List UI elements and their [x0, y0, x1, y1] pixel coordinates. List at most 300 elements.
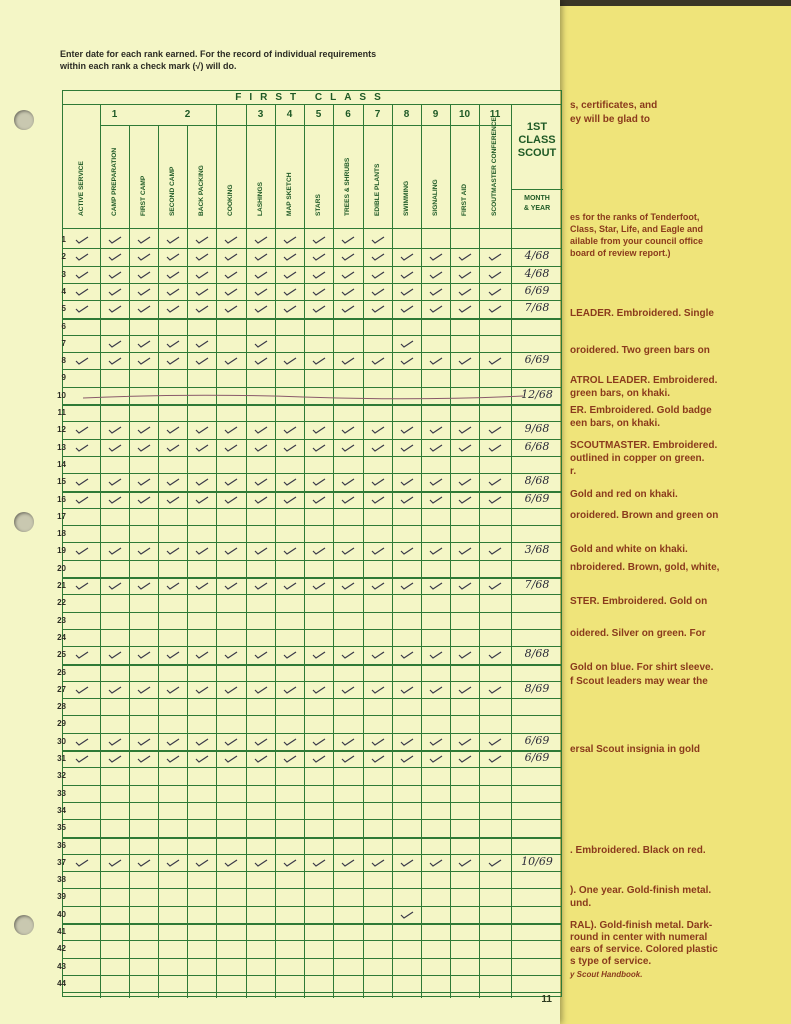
- check-mark: [400, 685, 414, 695]
- row-line: [63, 785, 561, 786]
- row-line: [63, 542, 561, 543]
- check-mark: [458, 546, 472, 556]
- check-mark: [312, 235, 326, 245]
- check-mark: [224, 270, 238, 280]
- binder-hole: [14, 512, 34, 532]
- underlying-text-line: und.: [570, 898, 592, 909]
- check-mark: [108, 685, 122, 695]
- check-mark: [458, 650, 472, 660]
- row-line: [63, 906, 561, 907]
- check-mark: [195, 339, 209, 349]
- underlying-text-line: green bars, on khaki.: [570, 388, 671, 399]
- row-line: [63, 248, 561, 249]
- check-mark: [371, 581, 385, 591]
- row-number: 27: [57, 684, 66, 694]
- check-mark: [429, 685, 443, 695]
- binder-hole: [14, 110, 34, 130]
- check-mark: [458, 356, 472, 366]
- check-mark: [488, 858, 502, 868]
- row-line: [63, 352, 561, 353]
- check-mark: [341, 495, 355, 505]
- underlying-text-line: . Embroidered. Black on red.: [570, 845, 706, 856]
- check-mark: [108, 581, 122, 591]
- check-mark: [341, 737, 355, 747]
- row-number: 31: [57, 754, 66, 763]
- underlying-text-line: Gold on blue. For shirt sleeve.: [570, 662, 714, 673]
- check-mark: [429, 737, 443, 747]
- check-mark: [312, 495, 326, 505]
- row-line: [63, 871, 561, 872]
- check-mark: [224, 304, 238, 314]
- check-mark: [224, 235, 238, 245]
- underlying-text-line: es for the ranks of Tenderfoot,: [570, 212, 700, 222]
- check-mark: [75, 252, 89, 262]
- check-mark: [400, 477, 414, 487]
- check-mark: [108, 737, 122, 747]
- column-line: [421, 104, 422, 998]
- row-number: 36: [57, 840, 66, 850]
- check-mark: [429, 425, 443, 435]
- check-mark: [400, 737, 414, 747]
- column-line: [363, 104, 364, 998]
- page-number: 11: [541, 994, 552, 1005]
- row-number: 15: [57, 477, 66, 487]
- row-line: [63, 958, 561, 959]
- instructions: Enter date for each rank earned. For the record of individual requirements within each rank a check mark (√) will do.: [60, 49, 377, 71]
- check-mark: [400, 304, 414, 314]
- check-mark: [254, 546, 268, 556]
- check-mark: [371, 650, 385, 660]
- check-mark: [224, 650, 238, 660]
- check-mark: [254, 495, 268, 505]
- rank-date: 8/68: [524, 474, 550, 488]
- row-number: 25: [57, 650, 66, 660]
- rank-date: 6/69: [524, 733, 550, 747]
- check-mark: [400, 443, 414, 453]
- underlying-text-line: Gold and red on khaki.: [570, 489, 678, 500]
- requirement-label: SIGNALING: [431, 179, 439, 216]
- group-number: 1: [111, 109, 118, 120]
- check-mark: [75, 737, 89, 747]
- check-mark: [108, 477, 122, 487]
- check-mark: [224, 685, 238, 695]
- column-line: [392, 104, 393, 998]
- check-mark: [400, 910, 414, 920]
- check-mark: [254, 650, 268, 660]
- check-mark: [312, 252, 326, 262]
- group-number: 6: [345, 109, 351, 120]
- row-line: [63, 560, 561, 561]
- check-mark: [75, 495, 89, 505]
- check-mark: [371, 356, 385, 366]
- row-line: [63, 283, 561, 284]
- requirement-label: TREES & SHRUBS: [344, 157, 351, 216]
- underlying-text-line: oidered. Silver on green. For: [570, 628, 706, 639]
- check-mark: [166, 495, 180, 505]
- check-mark: [283, 650, 297, 660]
- row-line: [63, 594, 561, 595]
- binder-hole: [14, 915, 34, 935]
- column-line: [304, 104, 305, 998]
- check-mark: [312, 858, 326, 868]
- column-line: [158, 125, 159, 998]
- check-mark: [224, 546, 238, 556]
- check-mark: [108, 425, 122, 435]
- check-mark: [429, 356, 443, 366]
- row-line: [63, 612, 561, 613]
- check-mark: [75, 477, 89, 487]
- check-mark: [458, 737, 472, 747]
- row-line: [63, 733, 561, 734]
- check-mark: [75, 287, 89, 297]
- check-mark: [312, 287, 326, 297]
- row-line: [63, 750, 561, 752]
- check-mark: [75, 304, 89, 314]
- row-line: [63, 318, 561, 320]
- check-mark: [254, 425, 268, 435]
- check-mark: [283, 356, 297, 366]
- row-number: 1: [61, 235, 66, 244]
- check-mark: [166, 252, 180, 262]
- underlying-text-line: s, certificates, and: [570, 100, 658, 111]
- first-class-table: [62, 90, 562, 997]
- rank-date: 7/68: [524, 578, 550, 591]
- column-line: [216, 104, 217, 998]
- check-mark: [312, 650, 326, 660]
- check-mark: [75, 650, 89, 660]
- check-mark: [254, 252, 268, 262]
- check-mark: [429, 287, 443, 297]
- check-mark: [166, 443, 180, 453]
- month-year-label: [511, 194, 563, 214]
- check-mark: [224, 356, 238, 366]
- check-mark: [166, 754, 180, 764]
- check-mark: [312, 754, 326, 764]
- rank-date: 6/69: [524, 751, 550, 764]
- check-mark: [341, 581, 355, 591]
- row-number: 44: [57, 978, 66, 988]
- check-mark: [195, 546, 209, 556]
- row-line: [63, 491, 561, 493]
- column-line: [275, 104, 276, 998]
- row-number: 39: [57, 892, 66, 902]
- underlying-text-line: oroidered. Two green bars on: [570, 345, 710, 356]
- strike-line: [83, 392, 523, 402]
- requirement-label: ACTIVE SERVICE: [77, 161, 85, 216]
- rank-date: 4/68: [524, 249, 550, 263]
- check-mark: [488, 443, 502, 453]
- row-number: 12: [57, 425, 66, 435]
- check-mark: [224, 443, 238, 453]
- underlying-text-line: ). One year. Gold-finish metal.: [570, 885, 712, 896]
- check-mark: [400, 252, 414, 262]
- check-mark: [254, 339, 268, 349]
- row-number: 37: [57, 857, 66, 867]
- check-mark: [166, 270, 180, 280]
- underlying-text-line: board of review report.): [570, 248, 671, 258]
- check-mark: [488, 356, 502, 366]
- check-mark: [254, 754, 268, 764]
- check-mark: [254, 287, 268, 297]
- check-mark: [458, 685, 472, 695]
- check-mark: [341, 235, 355, 245]
- row-line: [63, 923, 561, 925]
- check-mark: [254, 477, 268, 487]
- row-line: [63, 715, 561, 716]
- check-mark: [254, 304, 268, 314]
- check-mark: [458, 270, 472, 280]
- check-mark: [254, 443, 268, 453]
- check-mark: [283, 443, 297, 453]
- check-mark: [254, 581, 268, 591]
- row-line: [63, 992, 561, 993]
- check-mark: [75, 685, 89, 695]
- check-mark: [371, 754, 385, 764]
- check-mark: [400, 858, 414, 868]
- check-mark: [75, 581, 89, 591]
- check-mark: [400, 650, 414, 660]
- check-mark: [458, 287, 472, 297]
- check-mark: [312, 270, 326, 280]
- row-line: [63, 629, 561, 630]
- row-line: [63, 577, 561, 579]
- check-mark: [195, 356, 209, 366]
- row-number: 5: [61, 304, 66, 314]
- check-mark: [488, 685, 502, 695]
- check-mark: [108, 356, 122, 366]
- check-mark: [488, 477, 502, 487]
- underlying-text-line: ey will be glad to: [570, 114, 651, 125]
- check-mark: [400, 581, 414, 591]
- check-mark: [429, 252, 443, 262]
- check-mark: [75, 425, 89, 435]
- group-number: 3: [257, 109, 264, 120]
- check-mark: [429, 650, 443, 660]
- underlying-text-line: y Scout Handbook.: [570, 970, 643, 979]
- row-number: 19: [57, 546, 66, 556]
- check-mark: [75, 270, 89, 280]
- row-line: [63, 698, 561, 699]
- rank-date: 6/68: [524, 439, 550, 453]
- row-line: [63, 888, 561, 889]
- check-mark: [137, 425, 151, 435]
- check-mark: [166, 339, 180, 349]
- check-mark: [312, 356, 326, 366]
- check-mark: [166, 737, 180, 747]
- check-mark: [488, 304, 502, 314]
- requirement-label: COOKING: [227, 184, 234, 216]
- check-mark: [283, 495, 297, 505]
- check-mark: [75, 546, 89, 556]
- check-mark: [400, 356, 414, 366]
- check-mark: [488, 581, 502, 591]
- check-mark: [283, 235, 297, 245]
- check-mark: [400, 754, 414, 764]
- check-mark: [458, 495, 472, 505]
- check-mark: [254, 737, 268, 747]
- check-mark: [429, 477, 443, 487]
- check-mark: [254, 356, 268, 366]
- check-mark: [224, 495, 238, 505]
- check-mark: [166, 858, 180, 868]
- check-mark: [458, 252, 472, 262]
- check-mark: [488, 252, 502, 262]
- group-number: 4: [286, 109, 293, 120]
- row-number: 43: [57, 961, 66, 971]
- check-mark: [341, 287, 355, 297]
- check-mark: [371, 235, 385, 245]
- check-mark: [312, 685, 326, 695]
- group-number: 2: [184, 109, 191, 120]
- check-mark: [312, 304, 326, 314]
- underlying-text-line: oroidered. Brown and green on: [570, 510, 719, 521]
- rank-date: 6/69: [524, 283, 550, 297]
- rank-date: 6/69: [524, 353, 550, 367]
- check-mark: [312, 546, 326, 556]
- check-mark: [108, 339, 122, 349]
- check-mark: [195, 235, 209, 245]
- check-mark: [166, 581, 180, 591]
- month-label: MONTH: [524, 195, 550, 202]
- underlying-text-line: STER. Embroidered. Gold on: [570, 596, 708, 607]
- check-mark: [371, 546, 385, 556]
- row-line: [63, 940, 561, 941]
- row-line: [63, 473, 561, 474]
- underlying-text-line: LEADER. Embroidered. Single: [570, 308, 714, 319]
- column-line: [333, 104, 334, 998]
- check-mark: [137, 650, 151, 660]
- check-mark: [371, 858, 385, 868]
- column-line: [450, 104, 451, 998]
- check-mark: [137, 754, 151, 764]
- column-line: [129, 125, 130, 998]
- column-line: [479, 104, 480, 998]
- check-mark: [458, 304, 472, 314]
- check-mark: [400, 425, 414, 435]
- check-mark: [137, 737, 151, 747]
- check-mark: [371, 685, 385, 695]
- rank-title-line1: 1ST CLASS: [518, 121, 556, 146]
- check-mark: [195, 685, 209, 695]
- group-number: 5: [315, 109, 322, 120]
- check-mark: [108, 252, 122, 262]
- row-line: [63, 439, 561, 440]
- row-number: 26: [57, 667, 66, 677]
- check-mark: [283, 581, 297, 591]
- check-mark: [166, 235, 180, 245]
- row-number: 33: [57, 788, 66, 798]
- rank-date: 4/68: [524, 266, 550, 280]
- column-line: [187, 125, 188, 998]
- underlying-text-line: Gold and white on khaki.: [570, 544, 688, 555]
- underlying-text-line: ailable from your council office: [570, 236, 704, 246]
- check-mark: [458, 443, 472, 453]
- check-mark: [488, 737, 502, 747]
- check-mark: [195, 443, 209, 453]
- check-mark: [137, 356, 151, 366]
- group-number: 10: [458, 109, 471, 120]
- check-mark: [341, 443, 355, 453]
- check-mark: [371, 425, 385, 435]
- check-mark: [137, 443, 151, 453]
- check-mark: [137, 477, 151, 487]
- row-line: [63, 646, 561, 647]
- check-mark: [283, 477, 297, 487]
- check-mark: [341, 546, 355, 556]
- row-line: [63, 854, 561, 855]
- check-mark: [312, 425, 326, 435]
- check-mark: [312, 581, 326, 591]
- check-mark: [137, 581, 151, 591]
- row-line: [63, 387, 561, 388]
- check-mark: [108, 858, 122, 868]
- row-number: 23: [57, 615, 66, 625]
- row-line: [63, 525, 561, 526]
- row-number: 13: [57, 442, 66, 452]
- check-mark: [371, 304, 385, 314]
- rank-title-divider: [511, 189, 563, 190]
- check-mark: [224, 581, 238, 591]
- requirement-label: FIRST CAMP: [139, 175, 147, 216]
- rank-date: 12/68: [521, 387, 553, 401]
- underlying-text-line: ears of service. Colored plastic: [570, 944, 718, 955]
- underlying-text-line: Class, Star, Life, and Eagle and: [570, 224, 704, 234]
- check-mark: [458, 754, 472, 764]
- requirement-label: SECOND CAMP: [168, 166, 176, 216]
- check-mark: [341, 356, 355, 366]
- check-mark: [429, 754, 443, 764]
- check-mark: [75, 443, 89, 453]
- row-line: [63, 335, 561, 336]
- rank-date: 3/68: [524, 543, 550, 557]
- row-number: 4: [61, 286, 66, 296]
- check-mark: [371, 270, 385, 280]
- header-bottom-line: [63, 228, 561, 229]
- check-mark: [488, 270, 502, 280]
- row-number: 2: [61, 252, 66, 262]
- check-mark: [371, 477, 385, 487]
- row-line: [63, 456, 561, 457]
- row-number: 18: [57, 529, 66, 539]
- requirement-label: STARS: [314, 194, 322, 216]
- row-number: 29: [57, 719, 66, 729]
- rank-date: 9/68: [524, 422, 550, 436]
- check-mark: [312, 443, 326, 453]
- underlying-text-line: een bars, on khaki.: [570, 418, 661, 429]
- check-mark: [429, 304, 443, 314]
- row-number: 28: [57, 702, 66, 712]
- check-mark: [108, 546, 122, 556]
- row-number: 35: [57, 823, 66, 833]
- check-mark: [283, 685, 297, 695]
- requirement-label: EDIBLE PLANTS: [373, 163, 381, 216]
- check-mark: [341, 270, 355, 280]
- requirement-label: SCOUTMASTER CONFERENCE: [491, 117, 498, 216]
- check-mark: [400, 287, 414, 297]
- row-number: 32: [57, 771, 66, 781]
- requirement-label: BACK PACKING: [197, 165, 205, 216]
- check-mark: [254, 858, 268, 868]
- row-number: 21: [57, 581, 66, 590]
- row-number: 6: [61, 321, 66, 331]
- check-mark: [108, 235, 122, 245]
- underlying-text-line: ATROL LEADER. Embroidered.: [570, 375, 718, 386]
- check-mark: [488, 650, 502, 660]
- check-mark: [108, 270, 122, 280]
- rank-date: 8/69: [524, 681, 550, 695]
- row-number: 3: [61, 269, 66, 279]
- check-mark: [341, 754, 355, 764]
